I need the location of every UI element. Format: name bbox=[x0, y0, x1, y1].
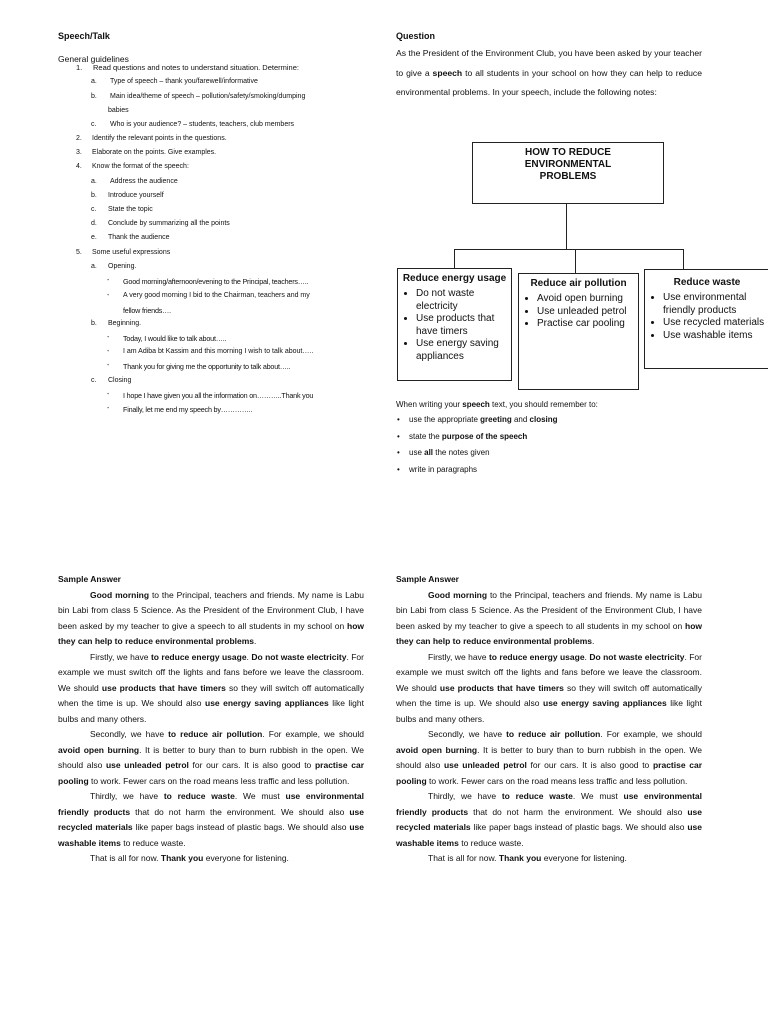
answer-paragraph: Thirdly, we have to reduce waste. We must use environmental friendly products that do not harm the environment. We should also use recycled materials like paper bags instead of plastic bags. We should also use washable items to reduce waste. bbox=[396, 791, 703, 848]
list-item: • Use washable items bbox=[663, 330, 768, 343]
list-item: • Avoid open burning bbox=[537, 293, 638, 306]
expression-beginning-3: Thank you for giving me the opportunity to talk about….. bbox=[123, 362, 291, 371]
guideline-4d-num: d. bbox=[91, 220, 97, 227]
guideline-4b: Introduce yourself bbox=[108, 192, 164, 199]
guideline-5: Some useful expressions bbox=[92, 249, 171, 256]
guideline-4a: Address the audience bbox=[110, 178, 178, 185]
guideline-1c: Who is your audience? – students, teachers, club members bbox=[110, 121, 295, 128]
dash: - bbox=[107, 277, 110, 284]
sample-answer-title: Sample Answer bbox=[58, 574, 121, 584]
guideline-1a-num: a. bbox=[91, 78, 97, 85]
guideline-2: Identify the relevant points in the questions. bbox=[92, 135, 227, 142]
guideline-1b-num: b. bbox=[91, 93, 97, 100]
diagram-box-title: Reduce waste bbox=[673, 277, 741, 288]
list-item: • Practise car pooling bbox=[537, 318, 638, 331]
list-item: • Use energy saving appliances bbox=[416, 338, 511, 363]
guideline-3: Elaborate on the points. Give examples. bbox=[92, 149, 217, 156]
guideline-4b-num: b. bbox=[91, 192, 97, 199]
list-item: • state the purpose of the speech bbox=[396, 429, 558, 446]
guideline-2-num: 2. bbox=[76, 135, 82, 142]
diagram-connector bbox=[575, 249, 576, 273]
list-item: • Do not waste electricity bbox=[416, 288, 511, 313]
guideline-4c-num: c. bbox=[91, 206, 97, 213]
guideline-4a-num: a. bbox=[91, 178, 97, 185]
dash: - bbox=[107, 362, 110, 369]
sample-answer-left bbox=[58, 572, 364, 867]
diagram-box-title: Reduce energy usage bbox=[402, 273, 507, 284]
sample-answer-title: Sample Answer bbox=[396, 574, 459, 584]
remember-list bbox=[396, 412, 558, 478]
guideline-4c: State the topic bbox=[108, 206, 153, 213]
guideline-5a: Opening. bbox=[108, 263, 137, 270]
guideline-1b-cont: babies bbox=[108, 107, 129, 114]
question-heading: Question bbox=[396, 31, 436, 41]
answer-paragraph: Secondly, we have to reduce air pollution. For example, we should avoid open burning. It is better to bury than to burn rubbish in the open. We should also use unleaded petrol for our cars. It is also good to practise car pooling to work. Fewer cars on the road means less traffic and less pollution. bbox=[58, 729, 365, 786]
diagram-box-air bbox=[518, 273, 639, 390]
diagram-connector bbox=[566, 203, 567, 249]
list-item: • Use recycled materials bbox=[663, 317, 768, 330]
diagram-main-box bbox=[472, 142, 664, 204]
expression-closing-1: I hope I have given you all the information on………..Thank you bbox=[123, 391, 314, 400]
guideline-3-num: 3. bbox=[76, 149, 82, 156]
diagram-box-list bbox=[519, 293, 638, 331]
answer-paragraph: That is all for now. Thank you everyone for listening. bbox=[90, 853, 289, 863]
expression-opening-2-cont: fellow friends…. bbox=[123, 306, 171, 315]
answer-paragraph: Thirdly, we have to reduce waste. We must use environmental friendly products that do not harm the environment. We should also use recycled materials like paper bags instead of plastic bags. We should also use washable items to reduce waste. bbox=[58, 791, 365, 848]
answer-paragraph: Firstly, we have to reduce energy usage. Do not waste electricity. For example we must switch off the lights and fans before we leave the classroom. We should use products that have timers so they will switch off automatically when the time is up. We should also use energy saving appliances like light bulbs and many others. bbox=[58, 651, 365, 724]
remember-intro: When writing your speech text, you should remember to: bbox=[396, 400, 598, 409]
diagram-box-list bbox=[645, 292, 768, 342]
guideline-4: Know the format of the speech: bbox=[92, 163, 189, 170]
guideline-5b: Beginning. bbox=[108, 320, 142, 327]
guideline-5b-num: b. bbox=[91, 320, 97, 327]
list-item: • Use environmental friendly products bbox=[663, 292, 768, 317]
guideline-4e-num: e. bbox=[91, 234, 97, 241]
answer-paragraph: Good morning to the Principal, teachers and friends. My name is Labu bin Labi from class 5 Science. As the President of the Environment Club, I have been asked by my teacher to give a speech to all students in my school on how they can help to reduce environmental problems. bbox=[396, 589, 702, 646]
diagram-connector bbox=[683, 249, 684, 269]
speech-talk-heading: Speech/Talk bbox=[58, 31, 110, 41]
diagram-box-waste bbox=[644, 269, 768, 369]
expression-opening-2: A very good morning I bid to the Chairman, teachers and my bbox=[123, 292, 310, 299]
guideline-5-num: 5. bbox=[76, 249, 82, 256]
list-item: • use the appropriate greeting and closing bbox=[396, 412, 558, 429]
guideline-1-text: Read questions and notes to understand situation. Determine: bbox=[93, 63, 299, 72]
answer-paragraph: Good morning to the Principal, teachers and friends. My name is Labu bin Labi from class 5 Science. As the President of the Environment Club, I have been asked by my teacher to give a speech to all students in my school on how they can help to reduce environmental problems. bbox=[58, 589, 364, 646]
expression-beginning-2: I am Adiba bt Kassim and this morning I wish to talk about….. bbox=[123, 348, 314, 355]
dash: - bbox=[107, 348, 110, 355]
diagram-box-title: Reduce air pollution bbox=[530, 278, 627, 289]
diagram-connector bbox=[454, 249, 455, 269]
dash: - bbox=[107, 334, 110, 341]
list-item: • Use unleaded petrol bbox=[537, 306, 638, 319]
answer-paragraph: That is all for now. Thank you everyone for listening. bbox=[428, 853, 627, 863]
answer-paragraph: Firstly, we have to reduce energy usage. Do not waste electricity. For example we must switch off the lights and fans before we leave the classroom. We should use products that have timers so they will switch off automatically when the time is up. We should also use energy saving appliances like light bulbs and many others. bbox=[396, 651, 703, 724]
diagram-main-title: HOW TO REDUCE ENVIRONMENTAL PROBLEMS bbox=[524, 147, 612, 182]
guideline-1a: Type of speech – thank you/farewell/informative bbox=[110, 78, 258, 85]
expression-opening-1: Good morning/afternoon/evening to the Principal, teachers….. bbox=[123, 277, 309, 286]
dash: - bbox=[107, 292, 110, 299]
dash: - bbox=[107, 405, 110, 412]
list-item: • use all the notes given bbox=[396, 445, 558, 462]
guideline-1: 1. bbox=[76, 63, 83, 72]
question-text: As the President of the Environment Club, you have been asked by your teacher to give a speech to all students in your school on how they can help to reduce environmental problems. In your speech, include the following notes: bbox=[396, 48, 703, 97]
expression-beginning-1: Today, I would like to talk about….. bbox=[123, 334, 227, 343]
guideline-5a-num: a. bbox=[91, 263, 97, 270]
diagram-box-energy bbox=[397, 268, 512, 381]
guideline-1c-num: c. bbox=[91, 121, 97, 128]
list-item: • write in paragraphs bbox=[396, 462, 558, 479]
guideline-4-num: 4. bbox=[76, 163, 82, 170]
guideline-4e: Thank the audience bbox=[108, 234, 170, 241]
guideline-5c-num: c. bbox=[91, 377, 97, 384]
general-guidelines-heading: General guidelines bbox=[58, 54, 129, 64]
guideline-1b: Main idea/theme of speech – pollution/safety/smoking/dumping bbox=[110, 93, 306, 100]
dash: - bbox=[107, 391, 110, 398]
diagram-connector bbox=[454, 249, 683, 250]
guideline-4d: Conclude by summarizing all the points bbox=[108, 220, 230, 227]
expression-closing-2: Finally, let me end my speech by………….. bbox=[123, 405, 253, 414]
sample-answer-right bbox=[396, 572, 702, 867]
answer-paragraph: Secondly, we have to reduce air pollution. For example, we should avoid open burning. It is better to bury than to burn rubbish in the open. We should also use unleaded petrol for our cars. It is also good to practise car pooling to work. Fewer cars on the road means less traffic and less pollution. bbox=[396, 729, 703, 786]
guideline-5c: Closing bbox=[108, 377, 132, 384]
diagram-box-list bbox=[398, 288, 511, 363]
list-item: • Use products that have timers bbox=[416, 313, 511, 338]
